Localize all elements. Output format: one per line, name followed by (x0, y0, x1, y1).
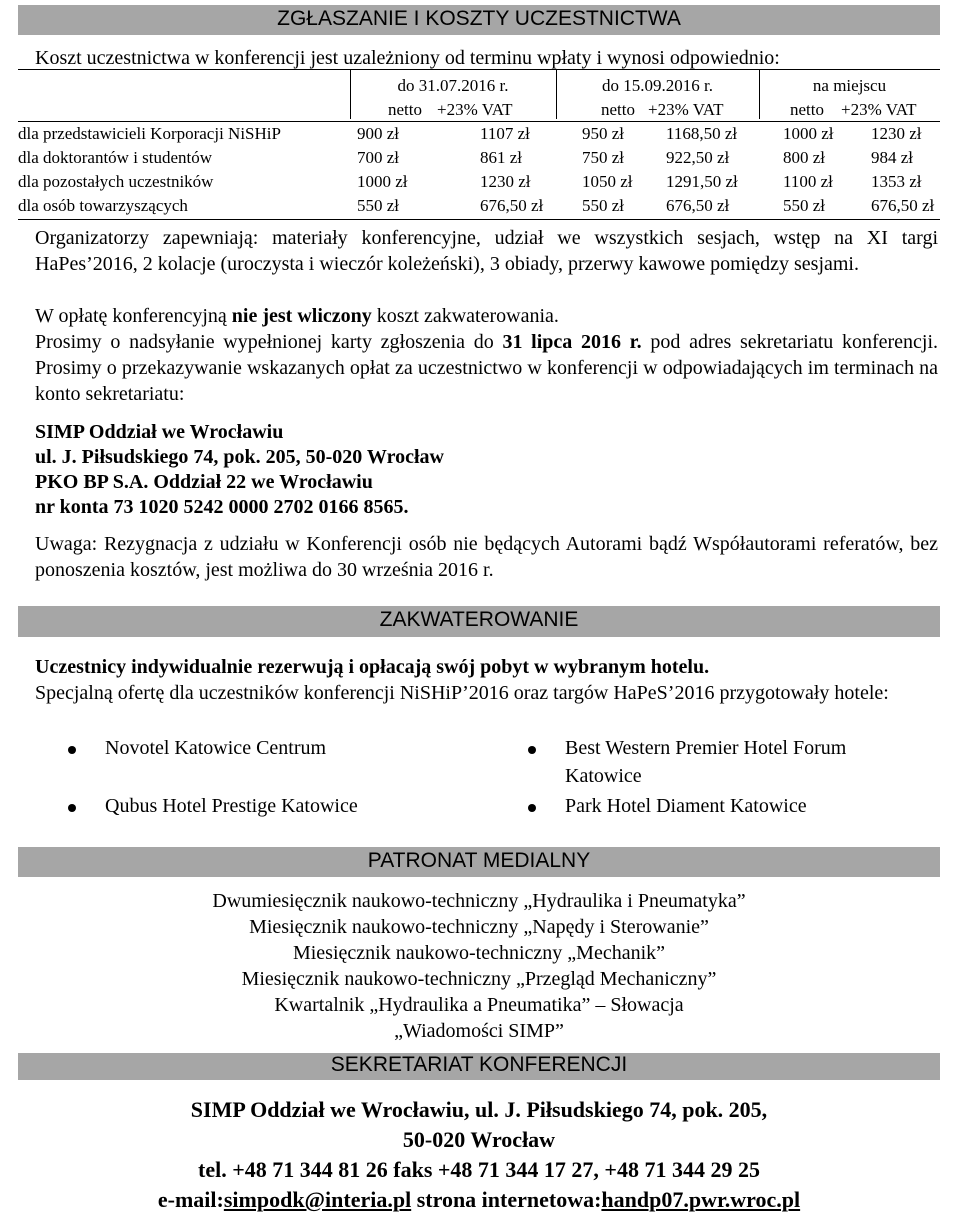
organizers-paragraph: Organizatorzy zapewniają: materiały konferencyjne, udział we wszystkich sesjach, wstęp na XI targi HaPes’2016, 2 kolacje (uroczysta i wieczór koleżeński), 3 obiady, przerwy kawowe pomiędzy sesjami. (35, 227, 938, 275)
price-cell: 1100 zł (783, 172, 833, 191)
period-1-netto: netto (388, 100, 422, 119)
period-1-label: do 31.07.2016 r. (397, 76, 509, 95)
table-row (18, 124, 940, 148)
bullet-icon (528, 746, 536, 754)
bank-account: nr konta 73 1020 5242 0000 2702 0166 8565. (35, 496, 409, 518)
period-2-label: do 15.09.2016 r. (602, 76, 713, 95)
price-cell: 984 zł (871, 148, 914, 167)
website-link[interactable]: handp07.pwr.wroc.pl (601, 1187, 801, 1212)
cost-intro: Koszt uczestnictwa w konferencji jest uzależniony od terminu wpłaty i wynosi odpowiednio: (35, 47, 780, 69)
table-row (18, 196, 940, 220)
row-category: dla doktorantów i studentów (18, 148, 213, 167)
submission-paragraph: Prosimy o nadsyłanie wypełnionej karty zgłoszenia do 31 lipca 2016 r. pod adres sekretariatu konferencji. Prosimy o przekazywanie wskazanych opłat za uczestnictwo w konferencji w odpowiadających im terminach na konto sekretariatu: (35, 331, 939, 405)
resignation-warning: Uwaga: Rezygnacja z udziału w Konferencji osób nie będących Autorami bądź Współautorami referatów, bez ponoszenia kosztów, jest możliwa do 30 września 2016 r. (35, 533, 938, 581)
price-cell: 950 zł (582, 124, 625, 143)
price-cell: 676,50 zł (871, 196, 935, 215)
price-cell: 750 zł (582, 148, 625, 167)
price-cell: 1000 zł (357, 172, 408, 191)
price-cell: 900 zł (357, 124, 400, 143)
row-category: dla osób towarzyszących (18, 196, 188, 215)
section-header-secretariat: SEKRETARIAT KONFERENCJI (18, 1053, 940, 1080)
accommodation-note: Uczestnicy indywidualnie rezerwują i opłacają swój pobyt w wybranym hotelu. (35, 656, 710, 678)
period-1-vat: +23% VAT (437, 100, 513, 119)
hotel-offer: Specjalną ofertę dla uczestników konferencji NiSHiP’2016 oraz targów HaPeS’2016 przygotowały hotele: (35, 682, 889, 704)
bank-details (35, 420, 938, 520)
section-header-accommodation: ZAKWATEROWANIE (18, 606, 940, 637)
table-row (18, 148, 940, 172)
price-cell: 550 zł (582, 196, 625, 215)
table-header-rule (18, 121, 940, 122)
list-item: Dwumiesięcznik naukowo-techniczny „Hydraulika i Pneumatyka” (212, 890, 746, 912)
bullet-icon (68, 746, 76, 754)
price-cell: 676,50 zł (480, 196, 544, 215)
list-item: Miesięcznik naukowo-techniczny „Napędy i Sterowanie” (249, 916, 709, 938)
price-cell: 800 zł (783, 148, 826, 167)
row-category: dla pozostałych uczestników (18, 172, 214, 191)
section-header-registration: ZGŁASZANIE I KOSZTY UCZESTNICTWA (18, 5, 940, 35)
price-cell: 1230 zł (480, 172, 531, 191)
table-bottom-rule (18, 219, 940, 220)
period-3-vat: +23% VAT (841, 100, 917, 119)
section-header-media: PATRONAT MEDIALNY (18, 847, 940, 877)
bullet-icon (68, 804, 76, 812)
price-cell: 700 zł (357, 148, 400, 167)
bank-name: PKO BP S.A. Oddział 22 we Wrocławiu (35, 471, 373, 493)
contact-block (18, 1095, 940, 1215)
bank-recipient: SIMP Oddział we Wrocławiu (35, 421, 284, 443)
price-cell: 1291,50 zł (666, 172, 738, 191)
list-item: „Wiadomości SIMP” (394, 1020, 564, 1042)
contact-city: 50-020 Wrocław (402, 1127, 556, 1152)
period-3-netto: netto (790, 100, 824, 119)
list-item: Kwartalnik „Hydraulika a Pneumatika” – Słowacja (274, 994, 684, 1016)
row-category: dla przedstawicieli Korporacji NiSHiP (18, 124, 281, 143)
email-link[interactable]: simpodk@interia.pl (223, 1187, 412, 1212)
price-cell: 550 zł (783, 196, 826, 215)
period-2-vat: +23% VAT (648, 100, 724, 119)
price-cell: 550 zł (357, 196, 400, 215)
price-cell: 1000 zł (783, 124, 834, 143)
contact-web: e-mail:simpodk@interia.pl strona internetowa:handp07.pwr.wroc.pl (157, 1187, 801, 1212)
contact-phone: tel. +48 71 344 81 26 faks +48 71 344 17 27, +48 71 344 29 25 (198, 1157, 760, 1182)
list-item: Miesięcznik naukowo-techniczny „Przegląd Mechaniczny” (241, 968, 717, 990)
list-item: Miesięcznik naukowo-techniczny „Mechanik” (292, 942, 666, 964)
period-3-label: na miejscu (812, 76, 887, 95)
period-2-netto: netto (601, 100, 635, 119)
price-cell: 1353 zł (871, 172, 922, 191)
price-cell: 1107 zł (480, 124, 530, 143)
table-row (18, 172, 940, 196)
bank-address: ul. J. Piłsudskiego 74, pok. 205, 50-020 Wrocław (35, 446, 444, 468)
media-partners-list (18, 888, 940, 1044)
table-top-rule (18, 69, 940, 70)
bullet-icon (528, 804, 536, 812)
price-cell: 1168,50 zł (666, 124, 738, 143)
price-cell: 861 zł (480, 148, 523, 167)
fee-note: W opłatę konferencyjną nie jest wliczony koszt zakwaterowania. (35, 305, 559, 327)
price-cell: 1230 zł (871, 124, 922, 143)
price-cell: 1050 zł (582, 172, 633, 191)
price-cell: 676,50 zł (666, 196, 730, 215)
contact-address: SIMP Oddział we Wrocławiu, ul. J. Piłsudskiego 74, pok. 205, (190, 1097, 768, 1122)
price-cell: 922,50 zł (666, 148, 730, 167)
